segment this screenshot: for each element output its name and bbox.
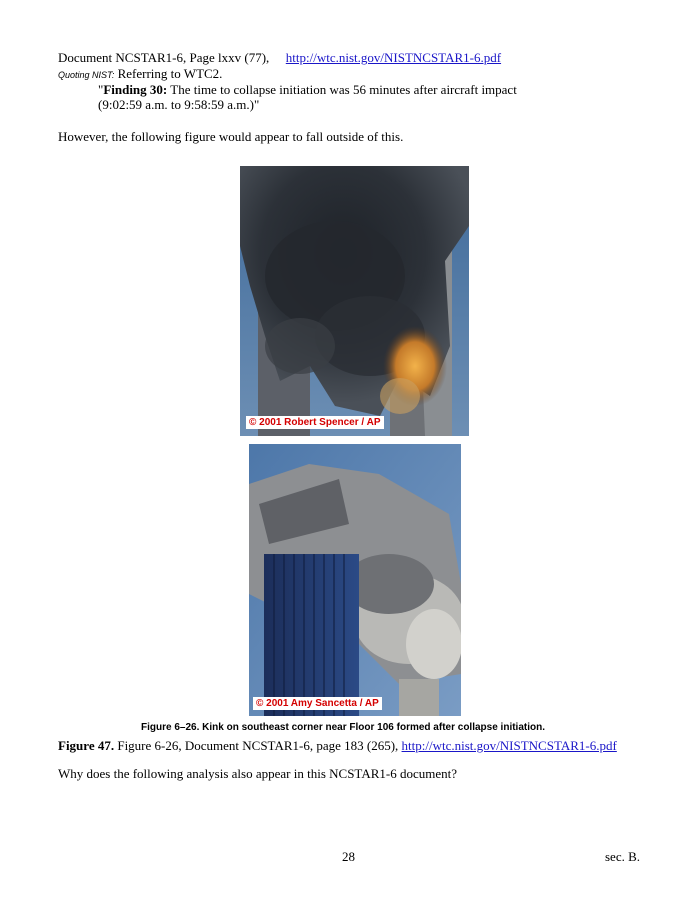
body-paragraph: However, the following figure would appear to fall outside of this.: [58, 129, 404, 144]
document-link[interactable]: http://wtc.nist.gov/NISTNCSTAR1-6.pdf: [285, 50, 502, 65]
quoting-line: [58, 66, 222, 82]
tower-smoke-photo: [240, 166, 469, 436]
finding-line: [98, 82, 517, 98]
inner-figure-caption: Figure 6–26. Kink on southeast corner near Floor 106 formed after collapse initiation.: [141, 722, 545, 733]
figure-caption-label: Figure 47.: [58, 738, 115, 753]
tower-smoke-image: [240, 166, 469, 436]
header-line: [58, 50, 501, 66]
figure-caption-link[interactable]: http://wtc.nist.gov/NISTNCSTAR1-6.pdf: [401, 738, 617, 753]
section-label: sec. B.: [605, 849, 641, 864]
figure-caption: [58, 738, 617, 754]
finding-text: The time to collapse initiation was 56 minutes after aircraft impact: [170, 82, 517, 97]
question-paragraph: Why does the following analysis also appear in this NCSTAR1-6 document?: [58, 766, 458, 781]
finding-open-quote: ": [98, 82, 104, 97]
quoting-label: Quoting NIST:: [58, 70, 115, 80]
quoting-text: Referring to WTC2.: [117, 66, 223, 81]
photo2-credit: © 2001 Amy Sancetta / AP: [253, 697, 382, 710]
page-number: 28: [342, 849, 355, 864]
finding-line-2: (9:02:59 a.m. to 9:58:59 a.m.)": [98, 97, 260, 112]
tower-collapse-photo: [249, 444, 461, 716]
photo1-credit: © 2001 Robert Spencer / AP: [246, 416, 384, 429]
document-reference: Document NCSTAR1-6, Page lxxv (77),: [58, 50, 270, 65]
tower-collapse-image: [249, 444, 461, 716]
figure-caption-text: Figure 6-26, Document NCSTAR1-6, page 183 (265),: [117, 738, 399, 753]
finding-label: Finding 30:: [103, 82, 168, 97]
